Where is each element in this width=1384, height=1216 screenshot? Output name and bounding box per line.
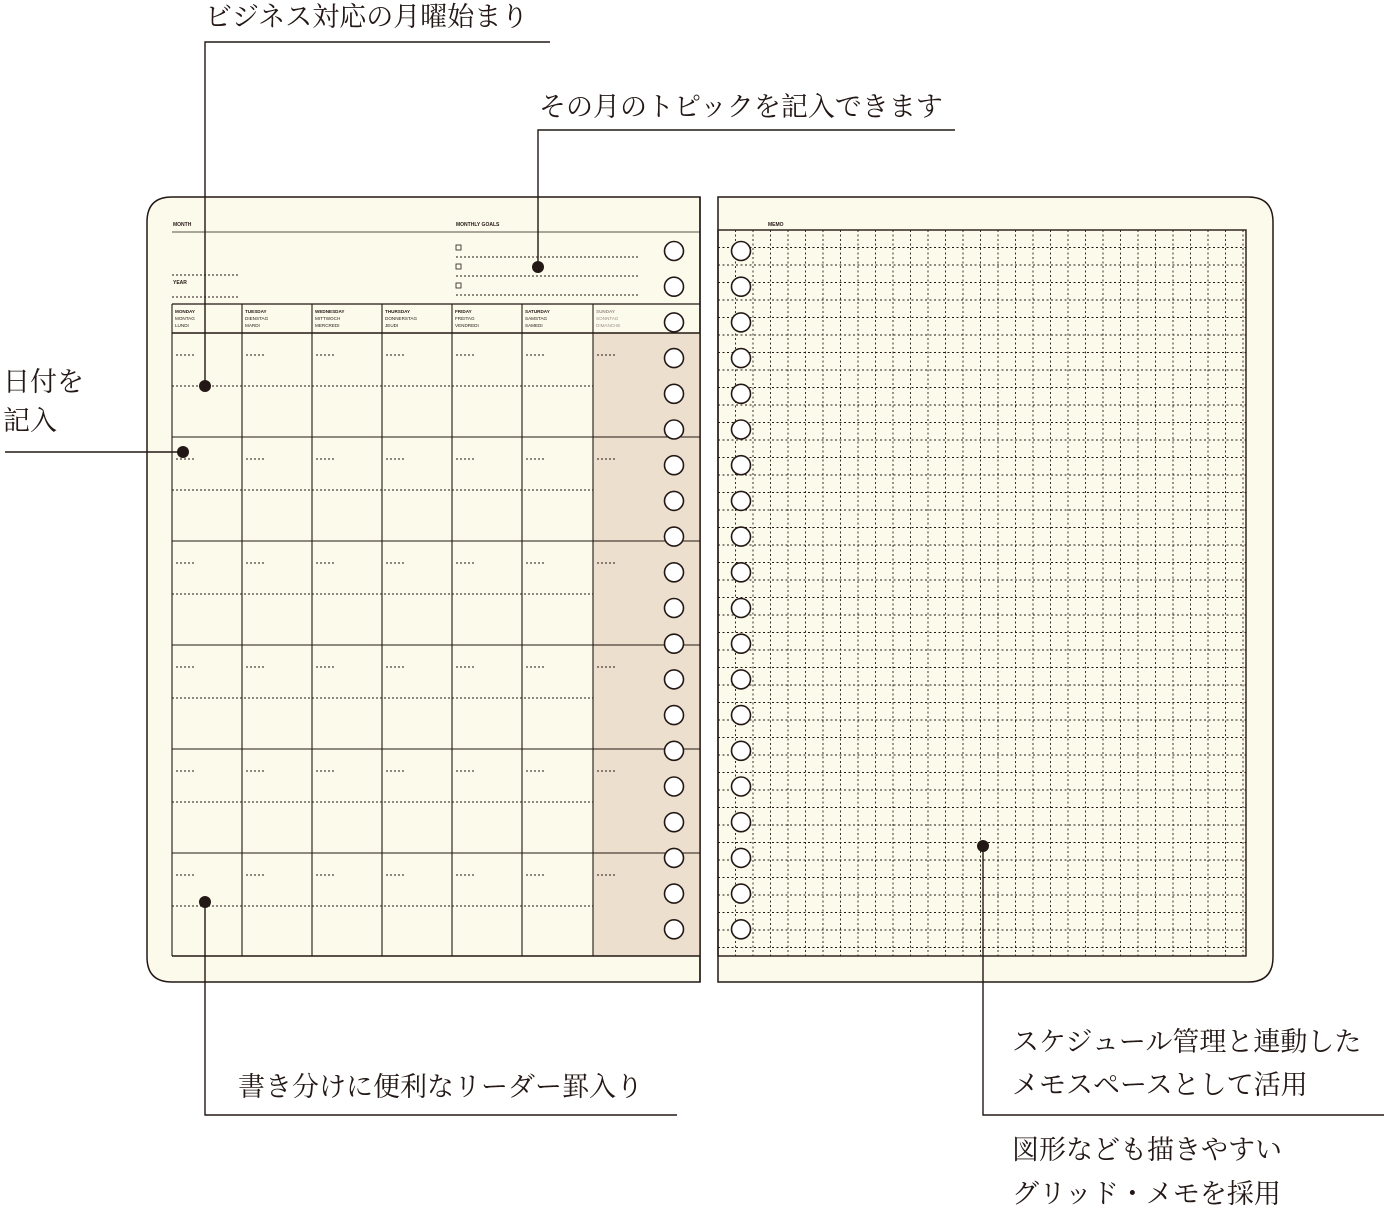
binder-hole [732, 884, 751, 903]
dot-memo [977, 840, 989, 852]
binder-hole [665, 527, 684, 546]
annotation-monday-start: ビジネス対応の月曜始まり [205, 2, 529, 33]
binder-hole [665, 741, 684, 760]
annotation-grid-line2: グリッド・メモを採用 [1012, 1179, 1281, 1210]
dot-ruled-lines [199, 896, 211, 908]
binder-hole [665, 491, 684, 510]
binder-hole [732, 277, 751, 296]
binder-hole [665, 920, 684, 939]
binder-hole [665, 563, 684, 582]
weekday-fr: DIMANCHE [596, 323, 621, 328]
weekday-de: MITTWOCH [315, 316, 341, 321]
binder-hole [732, 706, 751, 725]
binder-hole [665, 813, 684, 832]
binder-hole [665, 277, 684, 296]
binder-hole [732, 670, 751, 689]
binder-hole [732, 313, 751, 332]
binder-hole [732, 491, 751, 510]
weekday-fr: JEUDI [385, 323, 399, 328]
binder-hole [665, 884, 684, 903]
dot-date [177, 446, 189, 458]
binder-hole [665, 706, 684, 725]
binder-hole [665, 599, 684, 618]
binder-hole [665, 384, 684, 403]
binder-hole [665, 313, 684, 332]
binder-hole [665, 242, 684, 261]
annotation-topic: その月のトピックを記入できます [539, 92, 943, 123]
binder-hole [732, 527, 751, 546]
weekday-de: MONTAG [175, 316, 195, 321]
binder-hole [732, 456, 751, 475]
binder-hole [665, 634, 684, 653]
annotation-date-line2: 記入 [3, 406, 57, 437]
binder-hole [665, 848, 684, 867]
binder-hole [732, 384, 751, 403]
calendar-page [147, 197, 700, 982]
weekday-fr: LUNDI [175, 323, 189, 328]
binder-hole [732, 777, 751, 796]
annotation-memo-line2: メモスペースとして活用 [1012, 1070, 1308, 1101]
weekday-en: SUNDAY [596, 309, 615, 314]
dot-monday-start [199, 380, 211, 392]
memo-label: MEMO [768, 222, 784, 228]
memo-page [718, 197, 1273, 982]
weekday-fr: MARDI [245, 323, 260, 328]
dot-topic [532, 261, 544, 273]
weekday-en: MONDAY [175, 309, 195, 314]
weekday-fr: MERCREDI [315, 323, 340, 328]
annotation-memo-line1: スケジュール管理と連動した [1012, 1027, 1362, 1058]
weekday-fr: VENDREDI [455, 323, 479, 328]
binder-hole [665, 670, 684, 689]
binder-hole [732, 920, 751, 939]
binder-hole [732, 848, 751, 867]
binder-hole [665, 349, 684, 368]
annotation-grid-line1: 図形なども描きやすい [1012, 1135, 1282, 1166]
binder-hole [732, 242, 751, 261]
weekday-fr: SAMEDI [525, 323, 543, 328]
weekday-de: SAMSTAG [525, 316, 548, 321]
binder-hole [665, 420, 684, 439]
weekday-en: SATURDAY [525, 309, 550, 314]
weekday-en: TUESDAY [245, 309, 267, 314]
binder-hole [732, 563, 751, 582]
binder-hole [732, 741, 751, 760]
weekday-en: WEDNESDAY [315, 309, 345, 314]
memo-page-outline [718, 197, 1273, 982]
binder-hole [665, 777, 684, 796]
month-label: MONTH [173, 222, 192, 228]
binder-hole [665, 456, 684, 475]
binder-hole [732, 599, 751, 618]
monthly-goals-label: MONTHLY GOALS [456, 222, 500, 228]
weekday-de: SONNTAG [596, 316, 619, 321]
weekday-en: THURSDAY [385, 309, 411, 314]
binder-hole [732, 813, 751, 832]
weekday-de: DONNERSTAG [385, 316, 418, 321]
annotation-date-line1: 日付を [3, 367, 84, 398]
weekday-de: DIENSTAG [245, 316, 269, 321]
binder-hole [732, 634, 751, 653]
binder-hole [732, 420, 751, 439]
annotation-leader-lines: 書き分けに便利なリーダー罫入り [238, 1072, 643, 1103]
weekday-en: FRIDAY [455, 309, 472, 314]
binder-hole [732, 349, 751, 368]
weekday-de: FREITAG [455, 316, 475, 321]
year-label: YEAR [173, 280, 187, 286]
